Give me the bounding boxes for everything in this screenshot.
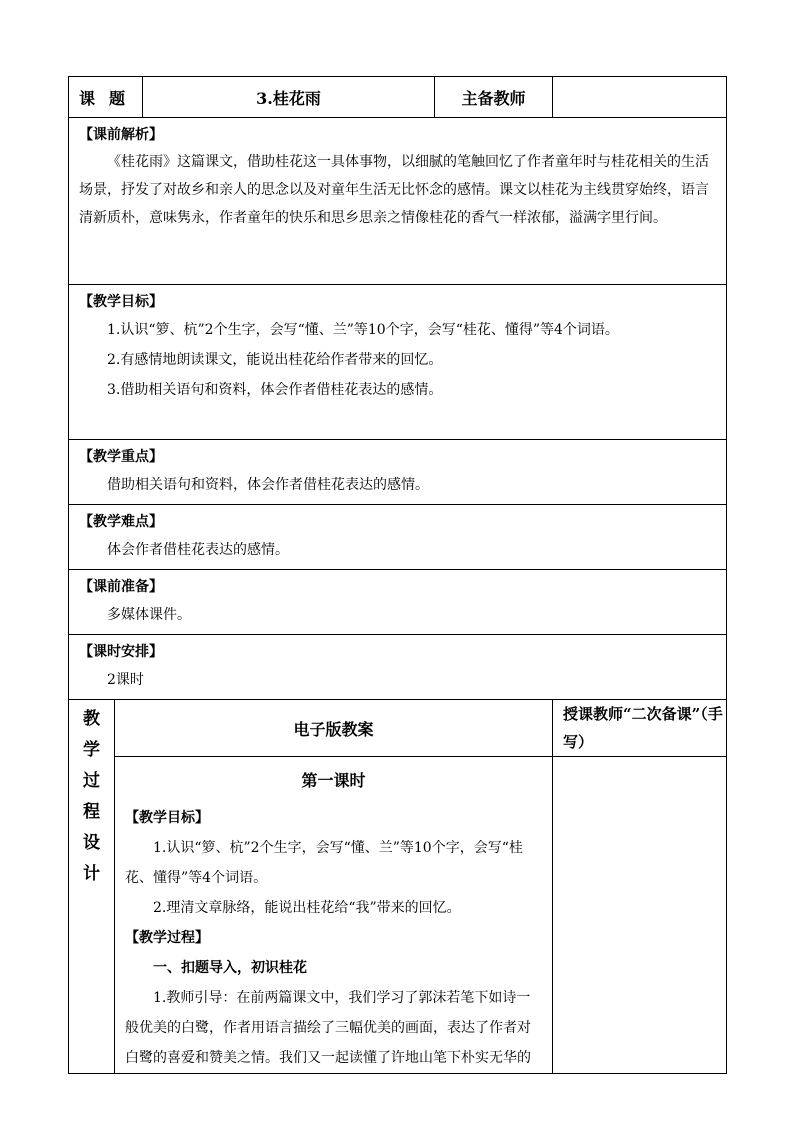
lesson-title: 3.桂花雨 bbox=[143, 77, 435, 118]
section-paragraph: 3.借助相关语句和资料，体会作者借桂花表达的感情。 bbox=[107, 382, 443, 398]
section-heading: 【课时安排】 bbox=[79, 644, 163, 660]
section-paragraph: 2.有感情地朗读课文，能说出桂花给作者带来的回忆。 bbox=[107, 352, 443, 368]
process-side-label: 教 学 过 程 设 计 bbox=[69, 700, 115, 1074]
subject-label: 课题 bbox=[69, 77, 143, 118]
lesson-plan-sheet bbox=[68, 76, 726, 1074]
section-paragraph: 多媒体课件。 bbox=[107, 607, 191, 623]
section-paragraph: 体会作者借桂花表达的感情。 bbox=[107, 542, 289, 558]
goal-item: 1.认识“箩、杭”2个生字，会写“懂、兰”等10个字，会写“桂花、懂得”等4个词语。 bbox=[125, 840, 523, 886]
section-schedule bbox=[69, 635, 727, 700]
electronic-plan-header: 电子版教案 bbox=[115, 700, 553, 757]
second-prep-notes bbox=[553, 757, 727, 1074]
section-paragraph: 《桂花雨》这篇课文，借助桂花这一具体事物，以细腻的笔触回忆了作者童年时与桂花相关的生活场景，抒发了对故乡和亲人的思念以及对童年生活无比怀念的感情。课文以桂花为主线贯穿始终，语言清新质朴，意味隽永，作者童年的快乐和思乡思亲之情像桂花的香气一样浓郁，溢满字里行间。 bbox=[79, 154, 709, 226]
section-difficulties bbox=[69, 505, 727, 570]
section-heading: 【课前准备】 bbox=[79, 579, 163, 595]
step-text: 1.教师引导：在前两篇课文中，我们学习了郭沫若笔下如诗一般优美的白鹭，作者用语言描绘了三幅优美的画面，表达了作者对白鹭的喜爱和赞美之情。我们又一起读懂了许地山笔下朴实无华的 bbox=[125, 990, 531, 1066]
lesson-period-title: 第一课时 bbox=[301, 771, 366, 790]
section-heading: 【教学目标】 bbox=[79, 294, 163, 310]
step-title: 一、扣题导入，初识桂花 bbox=[153, 960, 307, 976]
lead-teacher-value bbox=[553, 77, 727, 118]
header-row bbox=[69, 77, 727, 118]
lesson-plan-table bbox=[68, 76, 727, 1074]
goal-heading: 【教学目标】 bbox=[125, 810, 209, 826]
section-heading: 【教学难点】 bbox=[79, 514, 163, 530]
section-paragraph: 1.认识“箩、杭”2个生字，会写“懂、兰”等10个字，会写“桂花、懂得”等4个词语。 bbox=[107, 322, 619, 338]
section-heading: 【教学重点】 bbox=[79, 449, 163, 465]
lead-teacher-label: 主备教师 bbox=[435, 77, 553, 118]
process-heading: 【教学过程】 bbox=[125, 930, 209, 946]
section-heading: 【课前解析】 bbox=[79, 127, 163, 143]
second-prep-header: 授课教师“二次备课”（手写） bbox=[553, 700, 727, 757]
section-preparation bbox=[69, 570, 727, 635]
process-body-row bbox=[69, 757, 727, 1074]
goal-item: 2.理清文章脉络，能说出桂花给“我”带来的回忆。 bbox=[153, 900, 461, 916]
section-teaching-goals bbox=[69, 285, 727, 440]
process-header-row bbox=[69, 700, 727, 757]
section-paragraph: 2课时 bbox=[107, 672, 144, 688]
section-pre-analysis bbox=[69, 118, 727, 285]
section-key-points bbox=[69, 440, 727, 505]
section-paragraph: 借助相关语句和资料，体会作者借桂花表达的感情。 bbox=[107, 477, 429, 493]
electronic-plan-content bbox=[115, 757, 553, 1074]
